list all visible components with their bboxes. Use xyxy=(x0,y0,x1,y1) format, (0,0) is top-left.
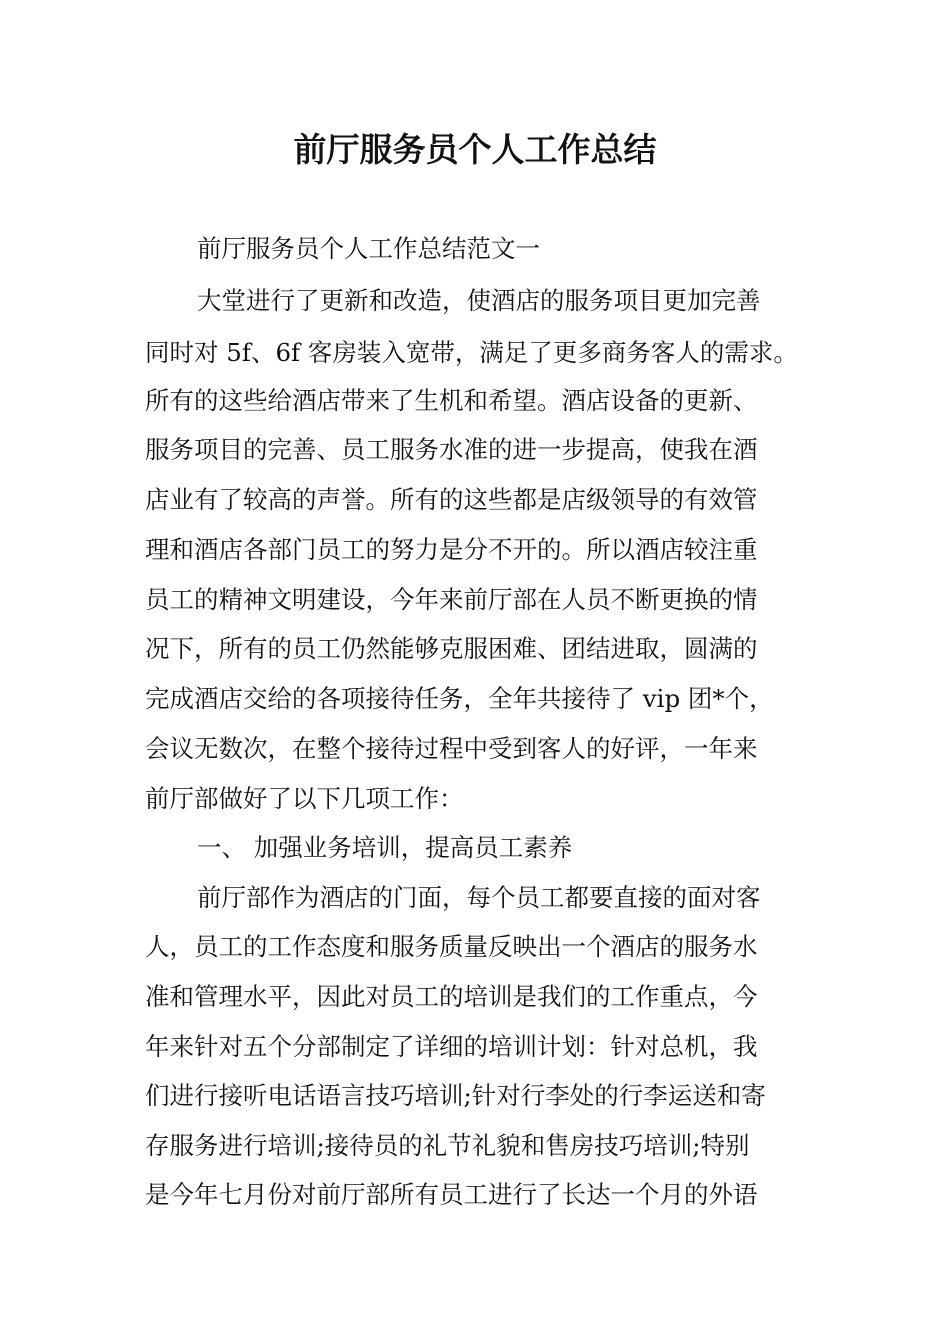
paragraph-line: 大堂进行了更新和改造，使酒店的服务项目更加完善 xyxy=(197,286,761,315)
paragraph-line: 服务项目的完善、员工服务水准的进一步提高，使我在酒 xyxy=(145,435,758,464)
subtitle-line: 前厅服务员个人工作总结范文一 xyxy=(197,234,540,263)
paragraph-line: 年来针对五个分部制定了详细的培训计划：针对总机，我 xyxy=(145,1032,758,1061)
paragraph-line: 人，员工的工作态度和服务质量反映出一个酒店的服务水 xyxy=(145,932,758,961)
paragraph-line: 准和管理水平，因此对员工的培训是我们的工作重点，今 xyxy=(145,982,758,1011)
paragraph-line: 店业有了较高的声誉。所有的这些都是店级领导的有效管 xyxy=(145,485,758,514)
section-heading: 一、 加强业务培训，提高员工素养 xyxy=(197,833,573,862)
paragraph-line: 所有的这些给酒店带来了生机和希望。酒店设备的更新、 xyxy=(145,386,758,415)
paragraph-line: 理和酒店各部门员工的努力是分不开的。所以酒店较注重 xyxy=(145,535,758,564)
paragraph-line: 员工的精神文明建设，今年来前厅部在人员不断更换的情 xyxy=(145,585,758,614)
paragraph-line: 们进行接听电话语言技巧培训;针对行李处的行李运送和寄 xyxy=(145,1081,766,1110)
paragraph-line: 是今年七月份对前厅部所有员工进行了长达一个月的外语 xyxy=(145,1180,758,1209)
paragraph-line: 同时对 5f、6f 客房装入宽带，满足了更多商务客人的需求。 xyxy=(145,338,798,367)
paragraph-line: 完成酒店交给的各项接待任务，全年共接待了 vip 团*个， xyxy=(145,684,774,713)
paragraph-line: 前厅部做好了以下几项工作： xyxy=(145,784,464,813)
document-title: 前厅服务员个人工作总结 xyxy=(293,130,657,169)
paragraph-line: 存服务进行培训;接待员的礼节礼貌和售房技巧培训;特别 xyxy=(145,1131,750,1160)
paragraph-line: 会议无数次，在整个接待过程中受到客人的好评，一年来 xyxy=(145,734,758,763)
paragraph-line: 况下，所有的员工仍然能够克服困难、团结进取，圆满的 xyxy=(145,634,758,663)
paragraph-line: 前厅部作为酒店的门面，每个员工都要直接的面对客 xyxy=(197,883,761,912)
